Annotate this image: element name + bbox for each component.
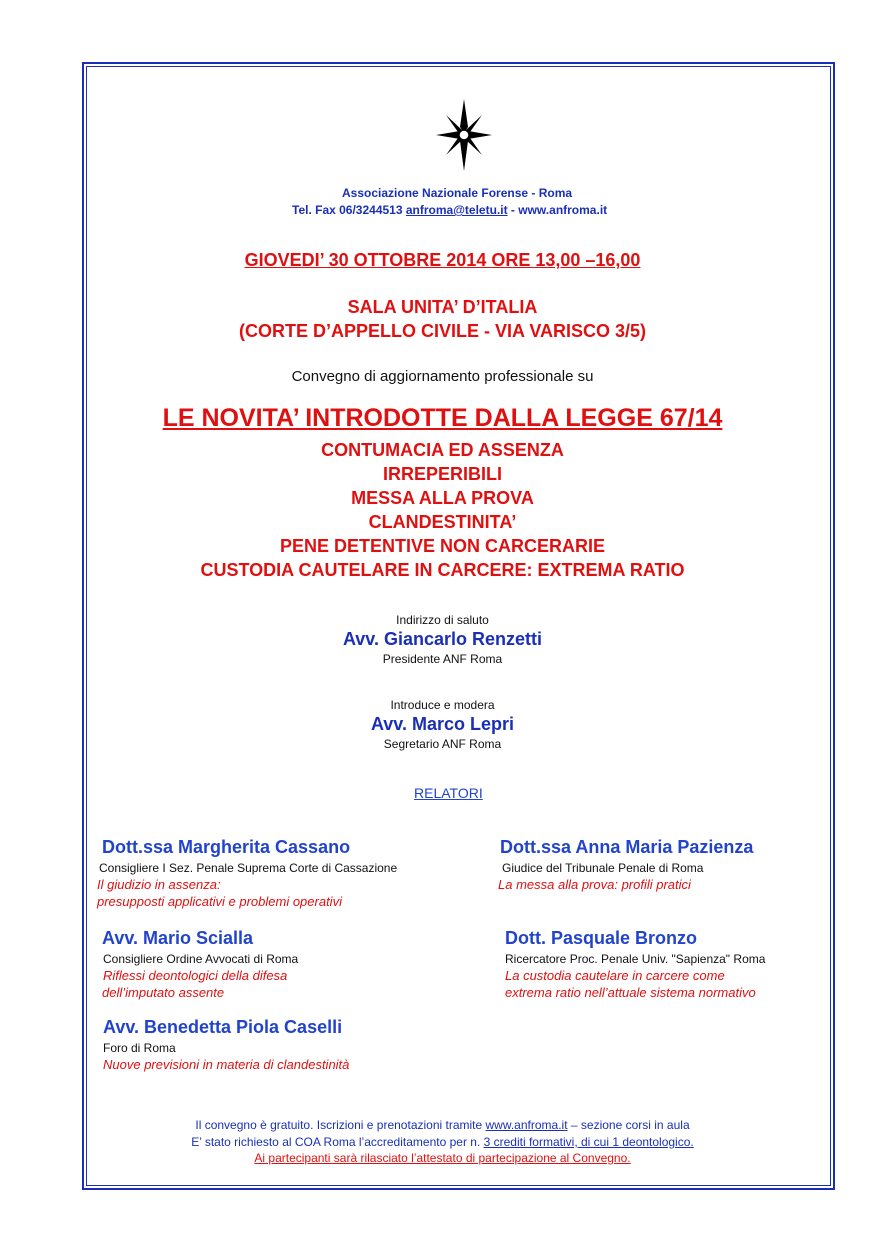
- speaker-name: Dott. Pasquale Bronzo: [505, 928, 698, 948]
- speaker-topic: presupposti applicativi e problemi operativi: [97, 894, 342, 909]
- speaker-role: Ricercatore Proc. Penale Univ. "Sapienza" Roma: [505, 952, 766, 966]
- footer-section-text: – sezione corsi in aula: [567, 1118, 690, 1132]
- footer-accreditation-text: E’ stato richiesto al COA Roma l’accreditamento per n.: [191, 1135, 484, 1149]
- topic-item: CONTUMACIA ED ASSENZA: [321, 440, 564, 460]
- topic-item: CUSTODIA CAUTELARE IN CARCERE: EXTREMA RATIO: [200, 560, 685, 580]
- topic-item: IRREPERIBILI: [382, 464, 502, 484]
- footer-credits: 3 crediti formativi, di cui 1 deontologico.: [483, 1135, 694, 1149]
- speaker-name: Dott.ssa Margherita Cassano: [102, 837, 351, 857]
- topic-item: MESSA ALLA PROVA: [351, 488, 534, 508]
- speaker-topic: dell’imputato assente: [102, 985, 225, 1000]
- speaker-name: Dott.ssa Anna Maria Pazienza: [500, 837, 754, 857]
- footer-registration-text: Il convegno è gratuito. Iscrizioni e prenotazioni tramite: [195, 1118, 486, 1132]
- compass-star-icon: [434, 97, 494, 173]
- contact-phone: Tel. Fax 06/3244513: [292, 203, 406, 217]
- venue-line-2: (CORTE D’APPELLO CIVILE - VIA VARISCO 3/5): [238, 321, 647, 341]
- moderator-name: Avv. Marco Lepri: [370, 714, 515, 734]
- speaker-topic: Nuove previsioni in materia di clandestinità: [103, 1057, 350, 1072]
- speakers-heading[interactable]: RELATORI: [414, 785, 483, 801]
- association-name: Associazione Nazionale Forense - Roma: [342, 186, 573, 200]
- email-link[interactable]: anfroma@teletu.it: [405, 203, 508, 217]
- speaker-topic: La messa alla prova: profili pratici: [498, 877, 691, 892]
- speaker-role: Consigliere I Sez. Penale Suprema Corte di Cassazione: [99, 861, 398, 875]
- event-intro: Convegno di aggiornamento professionale su: [291, 368, 594, 385]
- speaker-topic: Riflessi deontologici della difesa: [103, 968, 288, 983]
- footer-line-2: [0, 1135, 885, 1149]
- greeting-label: Indirizzo di saluto: [396, 613, 489, 627]
- contact-separator: -: [507, 203, 519, 217]
- footer-line-1: [0, 1118, 885, 1132]
- event-date-time: GIOVEDI’ 30 OTTOBRE 2014 ORE 13,00 –16,00: [244, 250, 641, 270]
- footer-certificate: Ai partecipanti sarà rilasciato l’attestato di partecipazione al Convegno.: [254, 1151, 631, 1165]
- website-link[interactable]: www.anfroma.it: [518, 203, 608, 217]
- venue-line-1: SALA UNITA’ D’ITALIA: [347, 297, 538, 317]
- speaker-name: Avv. Mario Scialla: [102, 928, 254, 948]
- greeting-name: Avv. Giancarlo Renzetti: [342, 629, 543, 649]
- speaker-topic: La custodia cautelare in carcere come: [505, 968, 725, 983]
- greeting-role: Presidente ANF Roma: [382, 652, 503, 666]
- speaker-role: Foro di Roma: [103, 1041, 176, 1055]
- topic-title: LE NOVITA’ INTRODOTTE DALLA LEGGE 67/14: [162, 404, 723, 432]
- speaker-role: Giudice del Tribunale Penale di Roma: [502, 861, 704, 875]
- speaker-topic: Il giudizio in assenza:: [97, 877, 221, 892]
- topic-item: PENE DETENTIVE NON CARCERARIE: [279, 536, 606, 556]
- speaker-role: Consigliere Ordine Avvocati di Roma: [103, 952, 299, 966]
- contact-line: [292, 203, 607, 217]
- footer-website-link[interactable]: www.anfroma.it: [485, 1118, 568, 1132]
- moderator-label: Introduce e modera: [390, 698, 495, 712]
- speaker-name: Avv. Benedetta Piola Caselli: [103, 1017, 343, 1037]
- topic-item: CLANDESTINITA’: [368, 512, 517, 532]
- moderator-role: Segretario ANF Roma: [383, 737, 502, 751]
- speaker-topic: extrema ratio nell’attuale sistema normativo: [505, 985, 756, 1000]
